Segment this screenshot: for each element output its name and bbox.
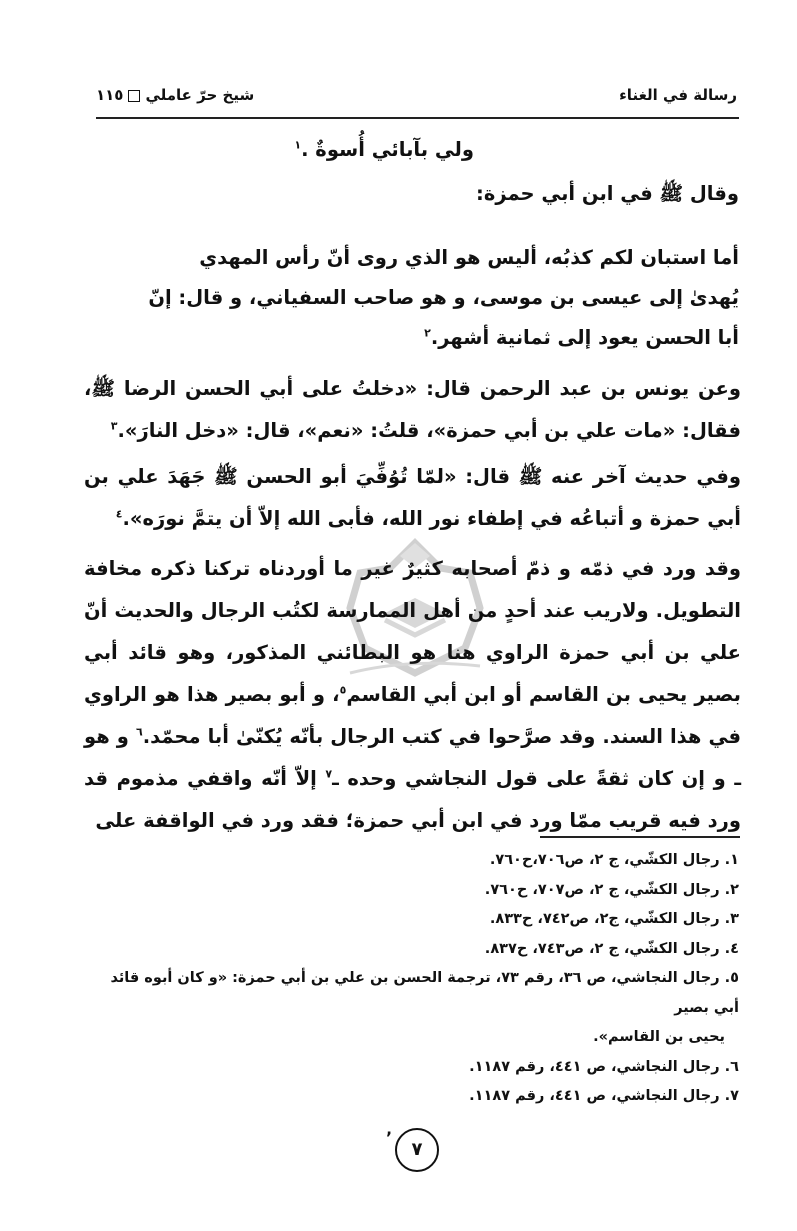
paragraph (84, 368, 741, 452)
intro-line: وقال ﷺ في ابن أبي حمزة: (476, 182, 739, 205)
quote-line: يُهدىٰ إلى عيسى بن موسى، و هو صاحب السفياني، و قال: إنّ (148, 286, 739, 309)
footnote-ref[interactable]: ٧ (325, 767, 333, 781)
paragraph (84, 548, 741, 842)
header-page-ref (96, 86, 254, 104)
verse-text: ولي بآبائي أُسوةٌ . (301, 138, 474, 161)
footnote: ٢. رجال الكشّي، ج ٢، ص٧٠٧، ح٧٦٠. (484, 881, 739, 898)
header-author: شيخ حرّ عاملي (145, 86, 255, 104)
header-rule (96, 117, 739, 119)
footnote-continuation: يحيى بن القاسم». (593, 1029, 725, 1045)
verse-line (294, 138, 474, 161)
quote-line-text: أبا الحسن يعود إلى ثمانية أشهر. (430, 326, 739, 349)
paragraph (84, 456, 741, 540)
footnote: ٥. رجال النجاشي، ص ٣٦، رقم ٧٣، ترجمة الحسن بن علي بن أبي حمزة: «و كان أبوه قائد أبي بصير (110, 970, 739, 1016)
footnotes (84, 846, 739, 1112)
paragraph-text: وفي حديث آخر عنه ﷺ قال: «لمّا تُوُفِّيَ أبو الحسن ﷺ جَهَدَ علي بن أبي حمزة و أتباعُه في إطفاء نور الله، فأبى الله إلاّ أن يتمَّ نورَه». (84, 465, 741, 530)
footnote-ref[interactable]: ٣ (110, 419, 118, 433)
footnote: ١. رجال الكشّي، ج ٢، ص٧٠٦،ح٧٦٠. (489, 852, 739, 868)
footnote: ٣. رجال الكشّي، ج٢، ص٧٤٢، ح٨٣٣. (489, 911, 739, 927)
paragraph-text: وقد ورد في ذمّه و ذمّ أصحابه كثيرٌ غير ما أوردناه تركنا ذكره مخافة التطويل. ولاريب عند أحدٍ من أهل الممارسة لكتُب الرجال والحديث أنّ علي بن أبي حمزة الراوي هنا هو البطائني المذكور، وهو قائد أبي بصير يحيى بن القاسم أو ابن أبي القاسم (84, 557, 741, 706)
paragraph-text: وعن يونس بن عبد الرحمن قال: «دخلتُ على أبي الحسن الرضا ﷺ، فقال: «مات علي بن أبي حمزة»، قلتُ: «نعم»، قال: «دخل النارَ». (84, 377, 741, 442)
running-header (96, 86, 737, 108)
quote-line: أما استبان لكم كذبُه، أليس هو الذي روى أنّ رأس المهدي (199, 246, 739, 269)
paragraph-text: إلاّ أنّه واقفي مذموم قد ورد فيه قريب ممّا ورد في ابن أبي حمزة؛ فقد ورد في الواقفة على (84, 767, 741, 832)
quote-line (84, 318, 739, 358)
paragraph-text: ، و أبو بصير هذا هو الراوي في هذا السند. وقد صرَّحوا في كتب الرجال بأنّه يُكنّىٰ أبا محمّد. (84, 683, 741, 748)
footnote-ref[interactable]: ٤ (115, 507, 123, 521)
footnote: ٤. رجال الكشّي، ج ٢، ص٧٤٣، ح٨٣٧. (484, 940, 739, 957)
footnote-ref[interactable]: ٦ (135, 725, 143, 739)
square-separator-icon (128, 90, 140, 102)
header-page-number: ١١٥ (96, 86, 124, 104)
page-number: ٧ (395, 1128, 439, 1172)
paragraph-text: و هو ـ و إن كان ثقةً على قول النجاشي وحده ـ (84, 725, 741, 790)
footnote-ref[interactable]: ١ (294, 138, 302, 152)
book-title: رسالة في الغناء (619, 86, 737, 104)
footnote-ref[interactable]: ٥ (339, 683, 347, 697)
footnote: ٧. رجال النجاشي، ص ٤٤١، رقم ١١٨٧. (469, 1088, 739, 1104)
quote-block (84, 238, 739, 358)
footnote-ref[interactable]: ٢ (424, 326, 431, 340)
page-mark: ʼ (386, 1128, 393, 1147)
footnote: ٦. رجال النجاشي، ص ٤٤١، رقم ١١٨٧. (469, 1058, 739, 1075)
